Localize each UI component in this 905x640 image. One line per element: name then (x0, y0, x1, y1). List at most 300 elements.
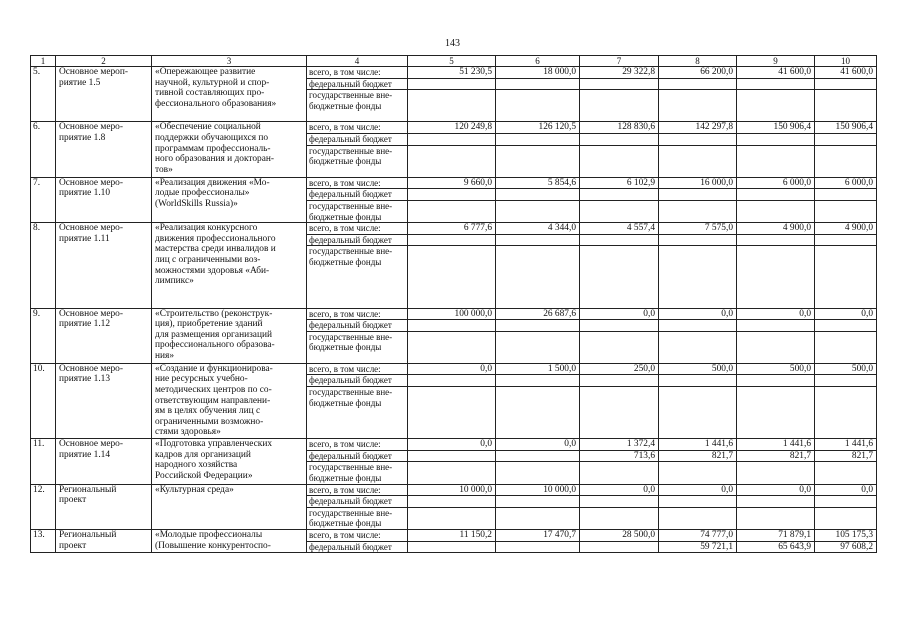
budget-label-total: всего, в том числе: (307, 223, 408, 235)
value-extrabudget (496, 200, 580, 222)
value-federal (580, 541, 659, 553)
value-total: 26 687,6 (496, 308, 580, 320)
value-federal: 65 643,9 (737, 541, 815, 553)
activity-name-line: Российской Федерации» (155, 471, 253, 482)
row-number: 7. (31, 177, 56, 222)
activity-type-line: Региональный (59, 530, 117, 540)
value-extrabudget (659, 507, 737, 529)
activity-name-line: движения профессионального (155, 233, 276, 244)
value-federal (496, 234, 580, 246)
value-extrabudget (737, 462, 815, 484)
activity-name-line: (Повышение конкурентоспо- (155, 540, 271, 551)
value-federal (496, 450, 580, 462)
value-federal (737, 375, 815, 387)
value-federal: 97 608,2 (815, 541, 877, 553)
value-federal (496, 189, 580, 201)
budget-label-total: всего, в том числе: (307, 484, 408, 496)
row-number: 9. (31, 308, 56, 363)
activity-name-line: «Молодые профессионалы (155, 530, 263, 540)
value-extrabudget (496, 90, 580, 122)
budget-label-federal: федеральный бюджет (307, 541, 408, 553)
activity-type-line: приятие 1.8 (59, 132, 106, 143)
value-total: 0,0 (580, 308, 659, 320)
budget-label-line: государственные вне- (309, 507, 393, 518)
value-extrabudget (659, 145, 737, 177)
budget-label-extrabudget (307, 387, 408, 439)
activity-type (56, 530, 152, 553)
value-extrabudget (408, 200, 496, 222)
activity-name-line: ция), приобретение зданий (155, 319, 263, 330)
value-extrabudget (737, 507, 815, 529)
header-cell: 10 (815, 56, 877, 67)
value-extrabudget (408, 145, 496, 177)
value-extrabudget (659, 90, 737, 122)
value-extrabudget (580, 507, 659, 529)
value-federal (737, 133, 815, 145)
row-number: 12. (31, 484, 56, 529)
budget-label-federal: федеральный бюджет (307, 375, 408, 387)
budget-label-line: государственные вне- (309, 387, 393, 398)
budget-label-total: всего, в том числе: (307, 308, 408, 320)
value-extrabudget (408, 331, 496, 363)
value-federal (815, 375, 877, 387)
activity-name-line: поддержки обучающихся по (155, 132, 269, 143)
value-extrabudget (815, 331, 877, 363)
budget-label-extrabudget (307, 145, 408, 177)
activity-name-line: «Строительство (реконструк- (155, 308, 273, 319)
value-federal (815, 78, 877, 90)
value-total: 5 854,6 (496, 177, 580, 189)
value-extrabudget (815, 507, 877, 529)
activity-name-line: народного хозяйства (155, 460, 238, 471)
budget-label-line: государственные вне- (309, 90, 393, 101)
value-extrabudget (580, 331, 659, 363)
table-row-total (31, 67, 877, 79)
value-total: 66 200,0 (659, 67, 737, 79)
budget-label-total: всего, в том числе: (307, 177, 408, 189)
activity-name (152, 484, 307, 529)
activity-name-line: «Создание и функционирова- (155, 363, 273, 374)
value-extrabudget (659, 387, 737, 439)
value-federal: 821,7 (659, 450, 737, 462)
value-extrabudget (815, 200, 877, 222)
value-total: 10 000,0 (496, 484, 580, 496)
value-total: 120 249,8 (408, 122, 496, 134)
activity-name (152, 177, 307, 222)
activity-type-line: приятие 1.14 (59, 449, 111, 460)
activity-name-line: кадров для организаций (155, 449, 251, 460)
value-extrabudget (496, 507, 580, 529)
value-federal (496, 320, 580, 332)
value-federal (659, 234, 737, 246)
budget-label-line: государственные вне- (309, 200, 393, 211)
value-federal (408, 78, 496, 90)
value-federal (580, 133, 659, 145)
value-extrabudget (737, 246, 815, 308)
value-extrabudget (815, 145, 877, 177)
row-number: 10. (31, 363, 56, 438)
value-federal (659, 78, 737, 90)
budget-label-federal: федеральный бюджет (307, 496, 408, 508)
value-extrabudget (496, 246, 580, 308)
table-row-total (31, 363, 877, 375)
row-number: 8. (31, 223, 56, 308)
activity-name-line: «Культурная среда» (155, 484, 234, 495)
value-federal (815, 234, 877, 246)
header-cell: 5 (408, 56, 496, 67)
value-total: 4 900,0 (815, 223, 877, 235)
value-total: 74 777,0 (659, 530, 737, 542)
activity-name-line: тов» (155, 164, 173, 175)
activity-type-line: Основное меро- (59, 223, 123, 234)
budget-label-line: бюджетные фонды (309, 473, 382, 484)
value-total: 0,0 (659, 308, 737, 320)
activity-type-line: приятие 1.11 (59, 233, 110, 244)
budget-label-line: бюджетные фонды (309, 256, 382, 267)
value-extrabudget (815, 387, 877, 439)
budget-label-line: бюджетные фонды (309, 211, 382, 222)
value-federal (737, 189, 815, 201)
table-row-total (31, 177, 877, 189)
table-row-total (31, 484, 877, 496)
activity-type (56, 223, 152, 308)
value-extrabudget (737, 90, 815, 122)
value-federal (580, 189, 659, 201)
activity-name-line: программам профессиональ- (155, 143, 271, 154)
value-total: 142 297,8 (659, 122, 737, 134)
value-federal (659, 133, 737, 145)
header-cell: 4 (307, 56, 408, 67)
value-extrabudget (496, 387, 580, 439)
activity-type (56, 363, 152, 438)
value-extrabudget (580, 462, 659, 484)
value-federal (580, 320, 659, 332)
activity-name-line: ние ресурсных учебно- (155, 374, 248, 385)
row-number: 13. (31, 530, 56, 553)
value-total: 4 344,0 (496, 223, 580, 235)
budget-table (30, 55, 877, 553)
value-federal (496, 541, 580, 553)
header-cell: 9 (737, 56, 815, 67)
value-extrabudget (815, 246, 877, 308)
value-federal (408, 189, 496, 201)
activity-type-line: приятие 1.13 (59, 374, 111, 385)
value-federal (496, 78, 580, 90)
value-total: 11 150,2 (408, 530, 496, 542)
value-federal (408, 320, 496, 332)
value-extrabudget (737, 387, 815, 439)
value-total: 4 557,4 (580, 223, 659, 235)
activity-name-line: «Обеспечение социальной (155, 122, 261, 133)
value-total: 51 230,5 (408, 67, 496, 79)
activity-type-line: Основное меро- (59, 308, 123, 319)
activity-name (152, 439, 307, 484)
value-total: 1 441,6 (815, 439, 877, 451)
activity-type (56, 122, 152, 177)
value-extrabudget (580, 246, 659, 308)
activity-name-line: тивной составляющих про- (155, 88, 265, 99)
activity-name (152, 223, 307, 308)
value-federal (496, 375, 580, 387)
value-federal (408, 375, 496, 387)
value-total: 6 000,0 (815, 177, 877, 189)
value-federal (408, 541, 496, 553)
activity-name-line: «Подготовка управленческих (155, 439, 273, 450)
value-federal (659, 189, 737, 201)
table-body (31, 56, 877, 553)
value-extrabudget (408, 90, 496, 122)
value-federal (659, 375, 737, 387)
value-total: 100 000,0 (408, 308, 496, 320)
value-federal (580, 496, 659, 508)
value-federal (737, 320, 815, 332)
header-cell: 7 (580, 56, 659, 67)
table-row-total (31, 308, 877, 320)
activity-name-line: методических центров по со- (155, 385, 272, 396)
value-extrabudget (496, 145, 580, 177)
activity-name-line: лиц с ограниченными воз- (155, 254, 261, 265)
budget-label-total: всего, в том числе: (307, 439, 408, 451)
activity-name-line: (WorldSkills Russia)» (155, 198, 238, 209)
value-total: 105 175,3 (815, 530, 877, 542)
budget-label-extrabudget (307, 246, 408, 308)
value-total: 41 600,0 (737, 67, 815, 79)
value-total: 6 000,0 (737, 177, 815, 189)
budget-label-federal: федеральный бюджет (307, 234, 408, 246)
activity-type (56, 484, 152, 529)
budget-label-line: бюджетные фонды (309, 156, 382, 167)
value-total: 28 500,0 (580, 530, 659, 542)
activity-name (152, 122, 307, 177)
value-extrabudget (815, 462, 877, 484)
value-total: 126 120,5 (496, 122, 580, 134)
value-federal: 59 721,1 (659, 541, 737, 553)
activity-name-line: «Реализация конкурсного (155, 223, 258, 234)
value-federal (737, 496, 815, 508)
value-federal (815, 496, 877, 508)
value-extrabudget (737, 200, 815, 222)
value-extrabudget (408, 507, 496, 529)
budget-label-federal: федеральный бюджет (307, 189, 408, 201)
value-federal (737, 78, 815, 90)
value-total: 500,0 (737, 363, 815, 375)
activity-type-line: Основное мероп- (59, 67, 128, 77)
activity-type-line: Основное меро- (59, 122, 123, 133)
value-federal (408, 450, 496, 462)
table-row-total (31, 530, 877, 542)
activity-name (152, 67, 307, 122)
budget-label-total: всего, в том числе: (307, 122, 408, 134)
value-total: 29 322,8 (580, 67, 659, 79)
budget-label-total: всего, в том числе: (307, 363, 408, 375)
value-total: 6 777,6 (408, 223, 496, 235)
budget-label-line: бюджетные фонды (309, 518, 382, 529)
budget-label-extrabudget (307, 331, 408, 363)
activity-name-line: мастерства среди инвалидов и (155, 244, 276, 255)
budget-label-total: всего, в том числе: (307, 530, 408, 542)
activity-type-line: Основное меро- (59, 177, 123, 188)
value-total: 0,0 (659, 484, 737, 496)
budget-label-line: бюджетные фонды (309, 100, 382, 111)
activity-name-line: «Опережающее развитие (155, 67, 256, 77)
value-extrabudget (659, 246, 737, 308)
budget-label-total: всего, в том числе: (307, 67, 408, 79)
table-row-total (31, 439, 877, 451)
value-total: 0,0 (737, 484, 815, 496)
activity-name-line: лимпикс» (155, 276, 194, 287)
value-federal (580, 375, 659, 387)
activity-name-line: ям в целях обучения лиц с (155, 406, 261, 417)
budget-label-line: государственные вне- (309, 145, 393, 156)
value-extrabudget (408, 462, 496, 484)
budget-label-line: бюджетные фонды (309, 342, 382, 353)
budget-label-line: государственные вне- (309, 246, 393, 257)
budget-label-federal: федеральный бюджет (307, 320, 408, 332)
value-extrabudget (580, 200, 659, 222)
page-number: 143 (445, 38, 460, 49)
value-federal (496, 133, 580, 145)
value-extrabudget (659, 462, 737, 484)
value-federal: 821,7 (815, 450, 877, 462)
header-cell: 1 (31, 56, 56, 67)
budget-label-federal: федеральный бюджет (307, 78, 408, 90)
value-total: 1 500,0 (496, 363, 580, 375)
activity-type-line: Региональный (59, 484, 117, 495)
activity-type-line: проект (59, 540, 87, 551)
budget-label-line: бюджетные фонды (309, 397, 382, 408)
activity-type-line: приятие 1.10 (59, 188, 111, 199)
budget-label-extrabudget (307, 90, 408, 122)
value-total: 16 000,0 (659, 177, 737, 189)
value-total: 0,0 (815, 484, 877, 496)
value-extrabudget (737, 331, 815, 363)
value-extrabudget (815, 90, 877, 122)
value-federal (408, 234, 496, 246)
value-extrabudget (496, 462, 580, 484)
value-total: 10 000,0 (408, 484, 496, 496)
header-cell: 3 (152, 56, 307, 67)
activity-name (152, 530, 307, 553)
value-federal (815, 189, 877, 201)
header-cell: 6 (496, 56, 580, 67)
budget-label-federal: федеральный бюджет (307, 133, 408, 145)
value-extrabudget (659, 331, 737, 363)
activity-type (56, 439, 152, 484)
value-federal (408, 133, 496, 145)
value-total: 0,0 (496, 439, 580, 451)
value-federal: 713,6 (580, 450, 659, 462)
activity-type (56, 67, 152, 122)
value-federal (580, 234, 659, 246)
header-cell: 2 (56, 56, 152, 67)
activity-name-line: ограниченными возможно- (155, 416, 264, 427)
value-total: 17 470,7 (496, 530, 580, 542)
activity-name-line: лодые профессионалы» (155, 188, 250, 199)
value-total: 4 900,0 (737, 223, 815, 235)
value-extrabudget (408, 246, 496, 308)
activity-type-line: проект (59, 495, 87, 506)
value-extrabudget (408, 387, 496, 439)
header-cell: 8 (659, 56, 737, 67)
value-total: 1 441,6 (659, 439, 737, 451)
value-total: 71 879,1 (737, 530, 815, 542)
value-total: 6 102,9 (580, 177, 659, 189)
header-row (31, 56, 877, 67)
activity-name-line: стями здоровья» (155, 427, 221, 438)
value-federal: 821,7 (737, 450, 815, 462)
activity-name-line: можностями здоровья «Аби- (155, 265, 270, 276)
value-federal (408, 496, 496, 508)
value-extrabudget (580, 90, 659, 122)
budget-label-extrabudget (307, 200, 408, 222)
value-federal (815, 320, 877, 332)
row-number: 6. (31, 122, 56, 177)
value-total: 0,0 (815, 308, 877, 320)
activity-name (152, 363, 307, 438)
activity-type-line: Основное меро- (59, 363, 123, 374)
value-total: 0,0 (737, 308, 815, 320)
value-extrabudget (659, 200, 737, 222)
table-row-total (31, 122, 877, 134)
activity-name-line: «Реализация движения «Мо- (155, 177, 270, 188)
value-total: 150 906,4 (737, 122, 815, 134)
budget-label-extrabudget (307, 507, 408, 529)
activity-name-line: ответствующим направлени- (155, 395, 271, 406)
table-row-total (31, 223, 877, 235)
activity-name-line: профессионального образова- (155, 340, 275, 351)
activity-type-line: приятие 1.12 (59, 319, 111, 330)
activity-name-line: фессионального образования» (155, 98, 277, 109)
value-federal (737, 234, 815, 246)
budget-label-federal: федеральный бюджет (307, 450, 408, 462)
activity-type-line: риятие 1.5 (59, 77, 101, 88)
row-number: 5. (31, 67, 56, 122)
value-federal (580, 78, 659, 90)
value-extrabudget (737, 145, 815, 177)
value-total: 18 000,0 (496, 67, 580, 79)
value-total: 250,0 (580, 363, 659, 375)
value-total: 0,0 (580, 484, 659, 496)
activity-name (152, 308, 307, 363)
budget-label-line: государственные вне- (309, 331, 393, 342)
activity-name-line: научной, культурной и спор- (155, 77, 270, 88)
value-extrabudget (496, 331, 580, 363)
row-number: 11. (31, 439, 56, 484)
value-total: 9 660,0 (408, 177, 496, 189)
budget-label-extrabudget (307, 462, 408, 484)
value-extrabudget (580, 145, 659, 177)
value-federal (815, 133, 877, 145)
value-federal (659, 320, 737, 332)
activity-name-line: для размещения организаций (155, 329, 273, 340)
value-total: 41 600,0 (815, 67, 877, 79)
value-federal (496, 496, 580, 508)
value-total: 500,0 (815, 363, 877, 375)
value-total: 128 830,6 (580, 122, 659, 134)
value-total: 0,0 (408, 439, 496, 451)
value-extrabudget (580, 387, 659, 439)
value-total: 500,0 (659, 363, 737, 375)
activity-type-line: Основное меро- (59, 439, 123, 450)
value-total: 150 906,4 (815, 122, 877, 134)
value-federal (659, 496, 737, 508)
activity-name-line: ного образования и докторан- (155, 154, 275, 165)
value-total: 1 372,4 (580, 439, 659, 451)
value-total: 0,0 (408, 363, 496, 375)
activity-type (56, 177, 152, 222)
activity-name-line: ния» (155, 350, 175, 361)
value-total: 7 575,0 (659, 223, 737, 235)
